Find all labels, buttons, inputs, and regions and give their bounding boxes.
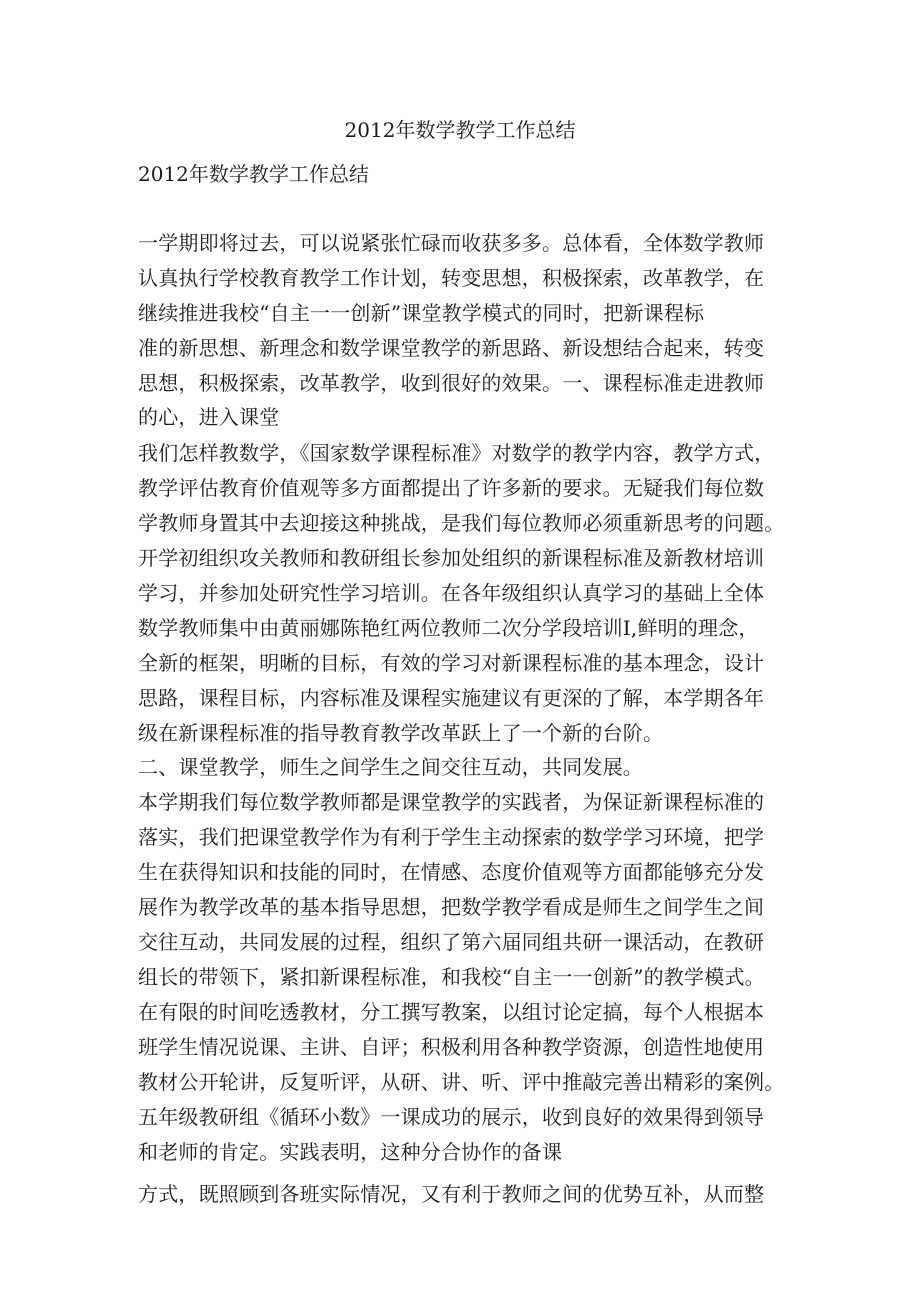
body-line: 思想，积极探索，改革教学，收到很好的效果。一、课程标准走进教师 [138,371,765,395]
body-line: 我们怎样教数学，《国家数学课程标准》对数学的教学内容，教学方式， [138,441,775,465]
body-line: 班学生情况说课、主讲、自评；积极利用各种教学资源，创造性地使用 [138,1035,765,1059]
body-line: 五年级教研组《循环小数》一课成功的展示，收到良好的效果得到领导 [138,1105,765,1129]
body-line: 开学初组织攻关教师和教研组长参加处组织的新课程标准及新教材培训 [138,546,765,570]
body-line: 和老师的肯定。实践表明，这种分合协作的备课 [138,1140,563,1164]
body-line: 二、课堂教学，师生之间学生之间交往互动，共同发展。 [138,755,643,779]
body-line: 全新的框架，明晰的目标，有效的学习对新课程标准的基本理念，设计 [138,651,765,675]
body-line: 生在获得知识和技能的同时，在情感、态度价值观等方面都能够充分发 [138,860,765,884]
body-line: 交往互动，共同发展的过程，组织了第六届同组共研一课活动，在教研 [138,930,765,954]
body-line: 继续推进我校“自主一一创新”课堂教学模式的同时，把新课程标 [138,301,705,325]
body-line: 学教师身置其中去迎接这种挑战，是我们每位教师必须重新思考的问题。 [138,511,785,535]
body-line: 级在新课程标准的指导教育教学改革跃上了一个新的台阶。 [138,721,664,745]
body-line: 的心，进入课堂 [138,405,280,429]
body-line: 组长的带领下，紧扣新课程标准，和我校“自主一一创新”的教学模式。 [138,965,765,989]
body-line: 方式，既照顾到各班实际情况，又有利于教师之间的优势互补，从而整 [138,1182,765,1206]
document-subtitle: 2012年数学教学工作总结 [138,162,369,186]
body-line: 认真执行学校教育教学工作计划，转变思想，积极探索，改革教学，在 [138,266,765,290]
body-line: 教材公开轮讲，反复听评，从研、讲、听、评中推敲完善出精彩的案例。 [138,1070,785,1094]
body-line: 准的新思想、新理念和数学课堂教学的新思路、新设想结合起来，转变 [138,336,765,360]
body-line: 本学期我们每位数学教师都是课堂教学的实践者，为保证新课程标准的 [138,790,765,814]
body-line: 落实，我们把课堂教学作为有利于学生主动探索的数学学习环境，把学 [138,825,765,849]
body-line: 思路，课程目标，内容标准及课程实施建议有更深的了解，本学期各年 [138,686,765,710]
body-line: 教学评估教育价值观等多方面都提出了许多新的要求。无疑我们每位数 [138,476,765,500]
document-title: 2012年数学教学工作总结 [344,118,576,142]
body-line: 学习，并参加处研究性学习培训。在各年级组织认真学习的基础上全体 [138,581,765,605]
body-line: 数学教师集中由黄丽娜陈艳红两位教师二次分学段培训Ⅰ,鲜明的理念， [138,616,759,640]
body-line: 在有限的时间吃透教材，分工撰写教案，以组讨论定搞，每个人根据本 [138,1000,765,1024]
body-line: 展作为教学改革的基本指导思想，把数学教学看成是师生之间学生之间 [138,895,765,919]
body-line: 一学期即将过去，可以说紧张忙碌而收获多多。总体看，全体数学教师 [138,231,765,255]
